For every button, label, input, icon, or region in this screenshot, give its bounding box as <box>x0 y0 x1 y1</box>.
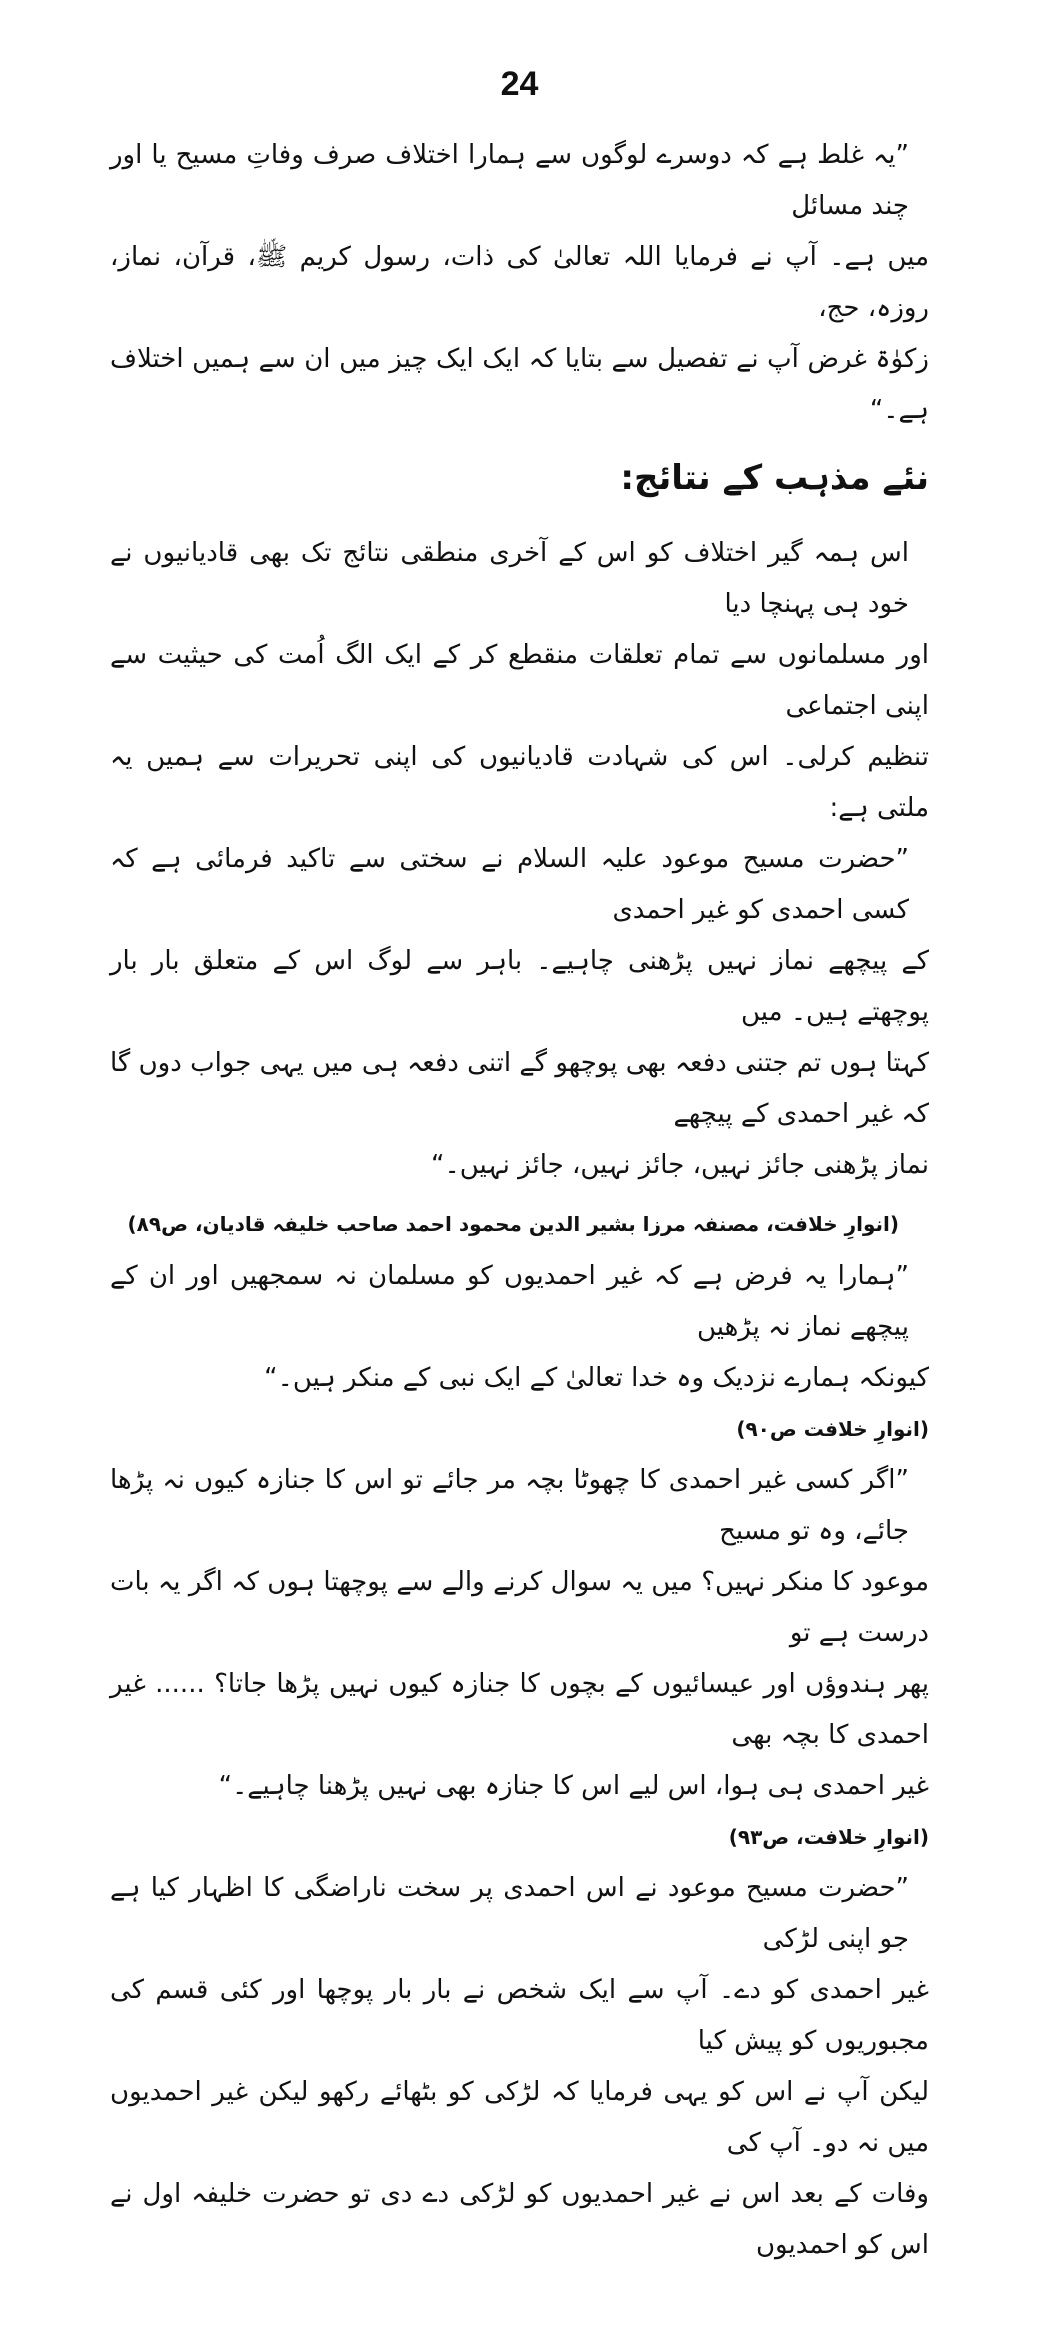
quote-line: لیکن آپ نے اس کو یہی فرمایا کہ لڑکی کو بٹھائے رکھو لیکن غیر احمدیوں میں نہ دو۔ آپ کی <box>110 2077 929 2158</box>
quote-line: زکوٰۃ غرض آپ نے تفصیل سے بتایا کہ ایک ایک چیز میں ان سے ہمیں اختلاف ہے۔“ <box>110 344 929 425</box>
quote-line: کے پیچھے نماز نہیں پڑھنی چاہیے۔ باہر سے لوگ اس کے متعلق بار بار پوچھتے ہیں۔ میں <box>110 946 929 1027</box>
citation: (انوارِ خلافت، مصنفہ مرزا بشیر الدین محمود احمد صاحب خلیفہ قادیان، ص۸۹) <box>127 1212 899 1236</box>
quote-end-row <box>110 1761 929 1863</box>
paragraph-line: اور مسلمانوں سے تمام تعلقات منقطع کر کے ایک الگ اُمت کی حیثیت سے اپنی اجتماعی <box>110 640 929 721</box>
quote-line: ”حضرت مسیح موعود نے اس احمدی پر سخت ناراضگی کا اظہار کیا ہے جو اپنی لڑکی <box>110 1873 909 1954</box>
quote-line: ”ہمارا یہ فرض ہے کہ غیر احمدیوں کو مسلمان نہ سمجھیں اور ان کے پیچھے نماز نہ پڑھیں <box>110 1261 910 1342</box>
citation: (انوارِ خلافت، ص۹۳) <box>728 1825 929 1849</box>
citation: (انوارِ خلافت ص۹۰) <box>736 1417 929 1441</box>
quote-line: ”حضرت مسیح موعود علیہ السلام نے سختی سے تاکید فرمائی ہے کہ کسی احمدی کو غیر احمدی <box>110 844 909 925</box>
quote-end-row <box>110 1353 929 1455</box>
quote-line: میں ہے۔ آپ نے فرمایا اللہ تعالیٰ کی ذات، رسول کریم ﷺ، قرآن، نماز، روزہ، حج، <box>110 242 929 323</box>
quote-line: کہتا ہوں تم جتنی دفعہ بھی پوچھو گے اتنی دفعہ ہی میں یہی جواب دوں گا کہ غیر احمدی کے پیچھے <box>110 1048 929 1129</box>
quote-line: غیر احمدی ہی ہوا، اس لیے اس کا جنازہ بھی نہیں پڑھنا چاہیے۔“ <box>218 1771 929 1801</box>
quote-line: موعود کا منکر نہیں؟ میں یہ سوال کرنے والے سے پوچھتا ہوں کہ اگر یہ بات درست ہے تو <box>110 1567 929 1648</box>
quote-line: نماز پڑھنی جائز نہیں، جائز نہیں، جائز نہیں۔“ <box>431 1150 929 1180</box>
quote-line: پھر ہندوؤں اور عیسائیوں کے بچوں کا جنازہ کیوں نہیں پڑھا جاتا؟ ...... غیر احمدی کا بچہ بھی <box>110 1669 929 1750</box>
paragraph-line: تنظیم کرلی۔ اس کی شہادت قادیانیوں کی اپنی تحریرات سے ہمیں یہ ملتی ہے: <box>110 742 929 823</box>
quote-line: ”اگر کسی غیر احمدی کا چھوٹا بچہ مر جائے تو اس کا جنازہ کیوں نہ پڑھا جائے، وہ تو مسیح <box>110 1465 909 1546</box>
paragraph-line: اس ہمہ گیر اختلاف کو اس کے آخری منطقی نتائج تک بھی قادیانیوں نے خود ہی پہنچا دیا <box>110 538 909 619</box>
quote-line: کیونکہ ہمارے نزدیک وہ خدا تعالیٰ کے ایک نبی کے منکر ہیں۔“ <box>264 1363 929 1393</box>
quote-line: ”یہ غلط ہے کہ دوسرے لوگوں سے ہمارا اختلاف صرف وفاتِ مسیح یا اور چند مسائل <box>110 140 909 221</box>
section-heading: نئے مذہب کے نتائج: <box>620 458 929 498</box>
page-number: 24 <box>500 65 539 103</box>
quote-line: وفات کے بعد اس نے غیر احمدیوں کو لڑکی دے دی تو حضرت خلیفہ اول نے اس کو احمدیوں <box>110 2179 929 2260</box>
quote-line: غیر احمدی کو دے۔ آپ سے ایک شخص نے بار بار پوچھا اور کئی قسم کی مجبوریوں کو پیش کیا <box>110 1975 929 2056</box>
